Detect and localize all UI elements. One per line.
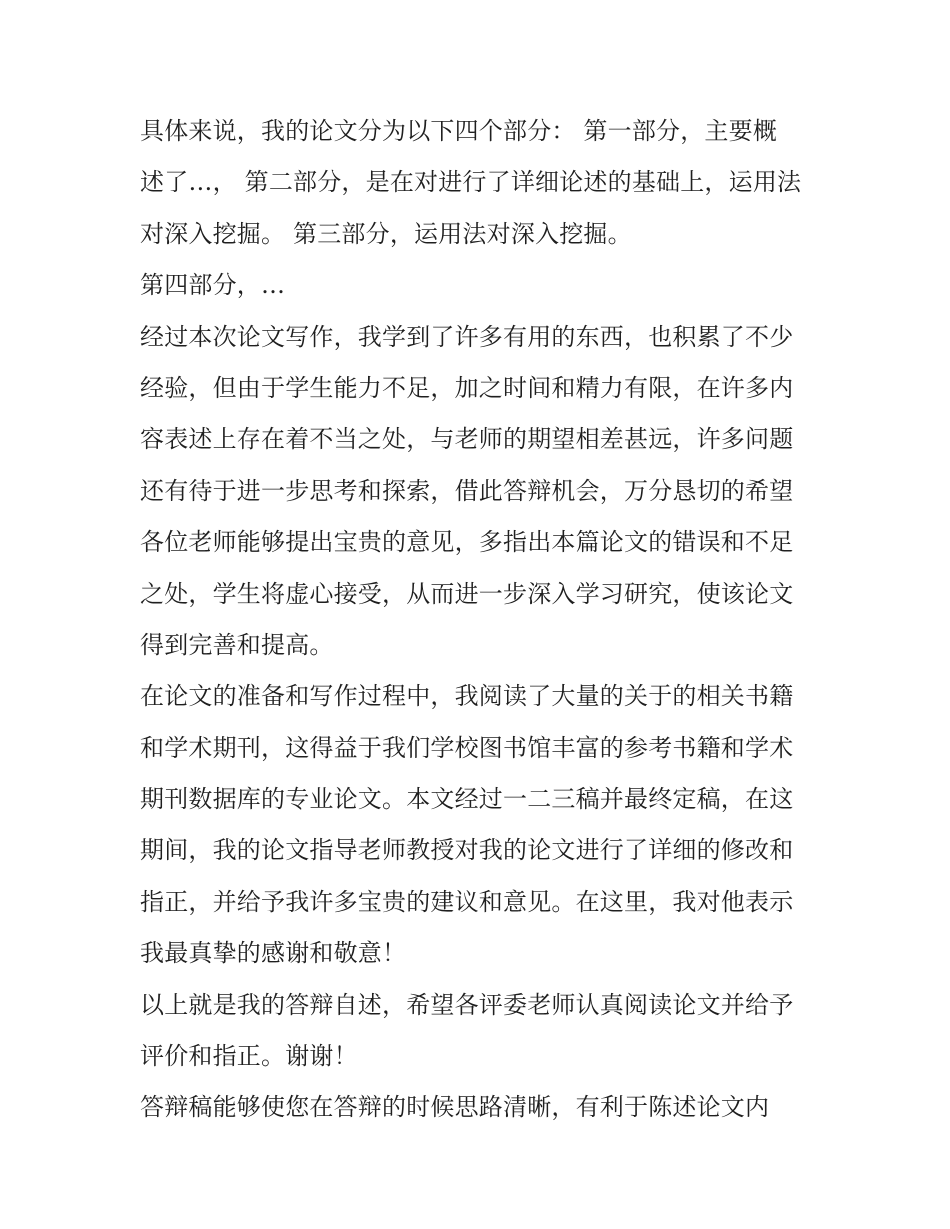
text-line: 第四部分，… bbox=[140, 271, 286, 300]
text-line: 述了…， 第二部分，是在对进行了详细论述的基础上，运用法 bbox=[140, 168, 802, 197]
text-line: 之处，学生将虚心接受，从而进一步深入学习研究，使该论文 bbox=[140, 579, 794, 608]
text-line: 经过本次论文写作，我学到了许多有用的东西，也积累了不少 bbox=[140, 322, 794, 351]
text-line: 得到完善和提高。 bbox=[140, 630, 334, 659]
text-line: 和学术期刊，这得益于我们学校图书馆丰富的参考书籍和学术 bbox=[140, 733, 794, 762]
text-line: 期刊数据库的专业论文。本文经过一二三稿并最终定稿，在这 bbox=[140, 785, 794, 814]
text-line: 答辩稿能够使您在答辩的时候思路清晰，有利于陈述论文内 bbox=[140, 1093, 770, 1122]
text-line: 具体来说，我的论文分为以下四个部分： 第一部分，主要概 bbox=[140, 117, 778, 145]
text-line: 还有待于进一步思考和探索，借此答辩机会，万分恳切的希望 bbox=[140, 476, 794, 505]
text-line: 以上就是我的答辩自述，希望各评委老师认真阅读论文并给予 bbox=[140, 990, 794, 1019]
text-line: 容表述上存在着不当之处，与老师的期望相差甚远，许多问题 bbox=[140, 425, 794, 454]
text-line: 我最真挚的感谢和敬意！ bbox=[140, 939, 407, 968]
text-line: 评价和指正。谢谢！ bbox=[140, 1042, 358, 1071]
document-body bbox=[140, 106, 820, 1134]
text-line: 在论文的准备和写作过程中，我阅读了大量的关于的相关书籍 bbox=[140, 682, 794, 711]
text-line: 各位老师能够提出宝贵的意见，多指出本篇论文的错误和不足 bbox=[140, 528, 794, 557]
text-line: 对深入挖掘。 第三部分，运用法对深入挖掘。 bbox=[140, 219, 632, 248]
text-line: 经验，但由于学生能力不足，加之时间和精力有限，在许多内 bbox=[140, 373, 794, 402]
text-line: 期间，我的论文指导老师教授对我的论文进行了详细的修改和 bbox=[140, 836, 794, 865]
text-line: 指正，并给予我许多宝贵的建议和意见。在这里，我对他表示 bbox=[140, 887, 794, 916]
